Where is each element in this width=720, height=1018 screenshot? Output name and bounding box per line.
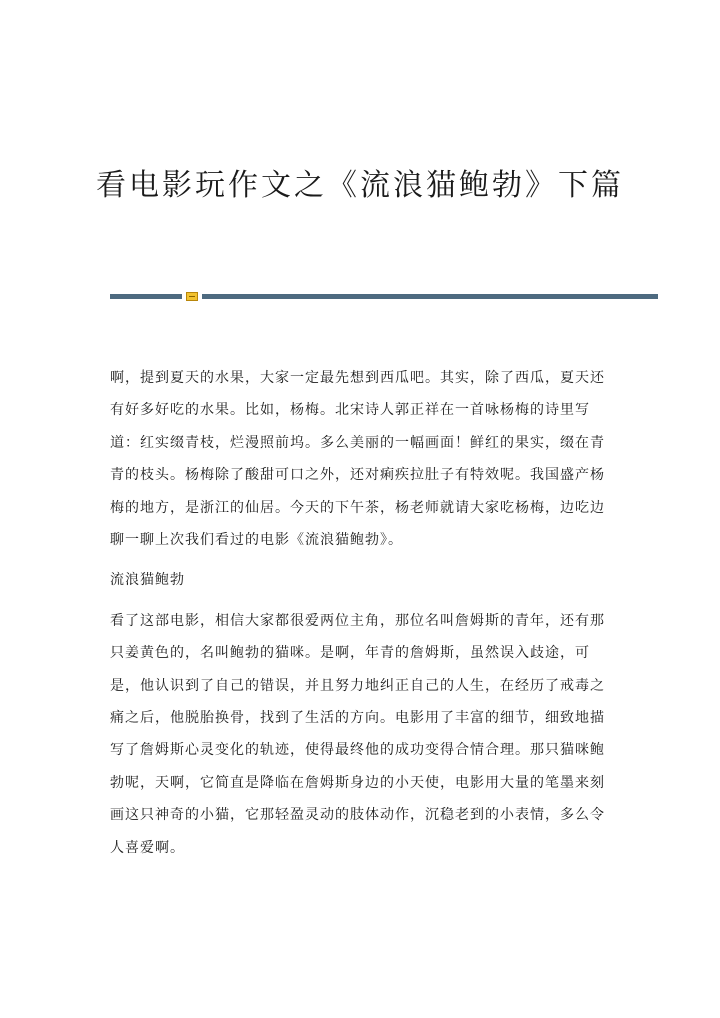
- paragraph-intro: 啊，提到夏天的水果，大家一定最先想到西瓜吧。其实，除了西瓜，夏天还有好多好吃的水果。比如，杨梅。北宋诗人郭正祥在一首咏杨梅的诗里写道：红实缀青枝，烂漫照前坞。多么美丽的一幅画面！鲜红的果实，缀在青青的枝头。杨梅除了酸甜可口之外，还对痢疾拉肚子有特效呢。我国盛产杨梅的地方，是浙江的仙居。今天的下午茶，杨老师就请大家吃杨梅，边吃边聊一聊上次我们看过的电影《流浪猫鲍勃》。: [110, 370, 605, 549]
- divider-bar-left: [110, 294, 182, 299]
- divider-bar-right: [202, 294, 658, 299]
- document-body: [110, 362, 610, 864]
- paragraph-review: 看了这部电影，相信大家都很爱两位主角，那位名叫詹姆斯的青年，还有那只姜黄色的，名叫鲍勃的猫咪。是啊，年青的詹姆斯，虽然误入歧途，可是，他认识到了自己的错误，并且努力地纠正自己的人生，在经历了戒毒之痛之后，他脱胎换骨，找到了生活的方向。电影用了丰富的细节，细致地描写了詹姆斯心灵变化的轨迹，使得最终他的成功变得合情合理。那只猫咪鲍勃呢，天啊，它简直是降临在詹姆斯身边的小天使，电影用大量的笔墨来刻画这只神奇的小猫，它那轻盈灵动的肢体动作，沉稳老到的小表情，多么令人喜爱啊。: [110, 612, 605, 856]
- title-divider: [110, 292, 658, 300]
- divider-badge-icon: [186, 292, 198, 301]
- document-title: 看电影玩作文之《流浪猫鲍勃》下篇: [96, 168, 624, 203]
- section-heading: 流浪猫鲍勃: [110, 572, 185, 589]
